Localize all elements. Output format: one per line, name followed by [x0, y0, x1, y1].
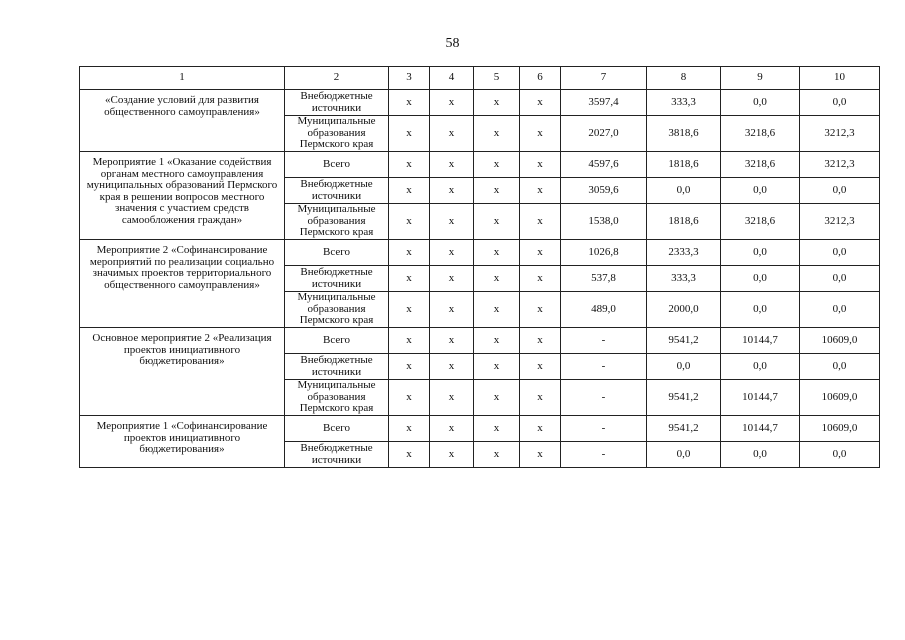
funding-source: Всего — [285, 152, 389, 178]
table-row — [80, 152, 880, 178]
activity-name: Основное мероприятие 2 «Реализация проектов инициативного бюджетирования» — [80, 328, 285, 416]
value-cell: х — [430, 152, 474, 178]
value-cell: 10144,7 — [721, 416, 800, 442]
table-row — [80, 328, 880, 354]
value-cell: х — [474, 442, 520, 468]
value-cell: х — [520, 204, 561, 240]
funding-source: Внебюджетные источники — [285, 266, 389, 292]
value-cell: 1538,0 — [561, 204, 647, 240]
value-cell: х — [389, 416, 430, 442]
value-cell: 0,0 — [647, 354, 721, 380]
value-cell: х — [389, 328, 430, 354]
value-cell: х — [520, 90, 561, 116]
value-cell: 333,3 — [647, 266, 721, 292]
table-row — [80, 90, 880, 116]
value-cell: 0,0 — [800, 292, 880, 328]
value-cell: 0,0 — [800, 354, 880, 380]
funding-source: Муниципальные образования Пермского края — [285, 380, 389, 416]
column-header-6: 6 — [520, 67, 561, 90]
column-header-10: 10 — [800, 67, 880, 90]
value-cell: х — [474, 380, 520, 416]
value-cell: - — [561, 354, 647, 380]
funding-source: Внебюджетные источники — [285, 90, 389, 116]
value-cell: х — [430, 116, 474, 152]
funding-source: Муниципальные образования Пермского края — [285, 116, 389, 152]
column-header-3: 3 — [389, 67, 430, 90]
column-header-4: 4 — [430, 67, 474, 90]
value-cell: 3218,6 — [721, 152, 800, 178]
value-cell: х — [474, 152, 520, 178]
value-cell: 1818,6 — [647, 152, 721, 178]
value-cell: 0,0 — [721, 354, 800, 380]
value-cell: 0,0 — [800, 442, 880, 468]
value-cell: 0,0 — [800, 240, 880, 266]
funding-source: Всего — [285, 328, 389, 354]
value-cell: 3818,6 — [647, 116, 721, 152]
value-cell: 0,0 — [800, 90, 880, 116]
table-row — [80, 240, 880, 266]
value-cell: х — [520, 178, 561, 204]
value-cell: 333,3 — [647, 90, 721, 116]
column-header-7: 7 — [561, 67, 647, 90]
value-cell: х — [520, 354, 561, 380]
value-cell: х — [474, 178, 520, 204]
column-header-2: 2 — [285, 67, 389, 90]
budget-table — [79, 66, 880, 468]
value-cell: 0,0 — [721, 442, 800, 468]
value-cell: х — [520, 380, 561, 416]
funding-source: Муниципальные образования Пермского края — [285, 292, 389, 328]
page-number: 58 — [445, 36, 460, 51]
value-cell: 0,0 — [647, 178, 721, 204]
value-cell: х — [430, 328, 474, 354]
value-cell: 0,0 — [721, 90, 800, 116]
value-cell: х — [430, 354, 474, 380]
value-cell: 10144,7 — [721, 328, 800, 354]
value-cell: 1818,6 — [647, 204, 721, 240]
column-header-9: 9 — [721, 67, 800, 90]
value-cell: 0,0 — [721, 292, 800, 328]
value-cell: х — [520, 240, 561, 266]
value-cell: х — [430, 380, 474, 416]
table-body — [80, 90, 880, 468]
value-cell: х — [520, 292, 561, 328]
column-header-5: 5 — [474, 67, 520, 90]
value-cell: 0,0 — [721, 266, 800, 292]
value-cell: х — [474, 266, 520, 292]
value-cell: х — [520, 266, 561, 292]
value-cell: 3059,6 — [561, 178, 647, 204]
value-cell: х — [520, 442, 561, 468]
value-cell: - — [561, 416, 647, 442]
funding-source: Муниципальные образования Пермского края — [285, 204, 389, 240]
value-cell: х — [389, 204, 430, 240]
funding-source: Внебюджетные источники — [285, 178, 389, 204]
value-cell: х — [430, 90, 474, 116]
value-cell: 3212,3 — [800, 116, 880, 152]
value-cell: 537,8 — [561, 266, 647, 292]
value-cell: х — [430, 292, 474, 328]
value-cell: х — [474, 204, 520, 240]
value-cell: х — [474, 416, 520, 442]
value-cell: х — [389, 380, 430, 416]
value-cell: х — [389, 442, 430, 468]
activity-name: «Создание условий для развития общественного самоуправления» — [80, 90, 285, 152]
value-cell: х — [430, 204, 474, 240]
column-header-1: 1 — [80, 67, 285, 90]
value-cell: 0,0 — [721, 178, 800, 204]
value-cell: 3212,3 — [800, 152, 880, 178]
value-cell: х — [389, 292, 430, 328]
activity-name: Мероприятие 1 «Оказание содействия органам местного самоуправления муниципальных образований Пермского края в решении вопросов местного значения с участием средств самообложения граждан» — [80, 152, 285, 240]
table-row — [80, 416, 880, 442]
value-cell: 9541,2 — [647, 328, 721, 354]
value-cell: - — [561, 328, 647, 354]
value-cell: 489,0 — [561, 292, 647, 328]
value-cell: 3212,3 — [800, 204, 880, 240]
value-cell: 3597,4 — [561, 90, 647, 116]
value-cell: х — [520, 152, 561, 178]
activity-name: Мероприятие 2 «Софинансирование мероприятий по реализации социально значимых проектов территориального общественного самоуправления» — [80, 240, 285, 328]
value-cell: х — [520, 116, 561, 152]
value-cell: х — [430, 178, 474, 204]
value-cell: х — [389, 178, 430, 204]
value-cell: 0,0 — [800, 266, 880, 292]
value-cell: х — [389, 266, 430, 292]
value-cell: - — [561, 380, 647, 416]
value-cell: 10609,0 — [800, 380, 880, 416]
value-cell: 1026,8 — [561, 240, 647, 266]
value-cell: х — [520, 416, 561, 442]
value-cell: х — [474, 90, 520, 116]
value-cell: 3218,6 — [721, 116, 800, 152]
value-cell: х — [389, 354, 430, 380]
value-cell: х — [389, 240, 430, 266]
value-cell: х — [430, 416, 474, 442]
value-cell: х — [430, 240, 474, 266]
value-cell: х — [430, 266, 474, 292]
value-cell: 10609,0 — [800, 416, 880, 442]
value-cell: 3218,6 — [721, 204, 800, 240]
value-cell: х — [389, 152, 430, 178]
value-cell: х — [474, 292, 520, 328]
value-cell: 2000,0 — [647, 292, 721, 328]
value-cell: х — [474, 116, 520, 152]
funding-source: Внебюджетные источники — [285, 354, 389, 380]
value-cell: 9541,2 — [647, 380, 721, 416]
funding-source: Всего — [285, 416, 389, 442]
value-cell: 0,0 — [647, 442, 721, 468]
value-cell: х — [474, 240, 520, 266]
value-cell: 0,0 — [800, 178, 880, 204]
value-cell: - — [561, 442, 647, 468]
value-cell: х — [430, 442, 474, 468]
value-cell: х — [520, 328, 561, 354]
value-cell: х — [389, 116, 430, 152]
value-cell: х — [389, 90, 430, 116]
funding-source: Внебюджетные источники — [285, 442, 389, 468]
value-cell: х — [474, 328, 520, 354]
value-cell: 0,0 — [721, 240, 800, 266]
column-header-8: 8 — [647, 67, 721, 90]
header-row — [80, 67, 880, 90]
value-cell: 10609,0 — [800, 328, 880, 354]
value-cell: 2027,0 — [561, 116, 647, 152]
activity-name: Мероприятие 1 «Софинансирование проектов инициативного бюджетирования» — [80, 416, 285, 468]
value-cell: 10144,7 — [721, 380, 800, 416]
value-cell: 4597,6 — [561, 152, 647, 178]
value-cell: 9541,2 — [647, 416, 721, 442]
value-cell: х — [474, 354, 520, 380]
value-cell: 2333,3 — [647, 240, 721, 266]
funding-source: Всего — [285, 240, 389, 266]
